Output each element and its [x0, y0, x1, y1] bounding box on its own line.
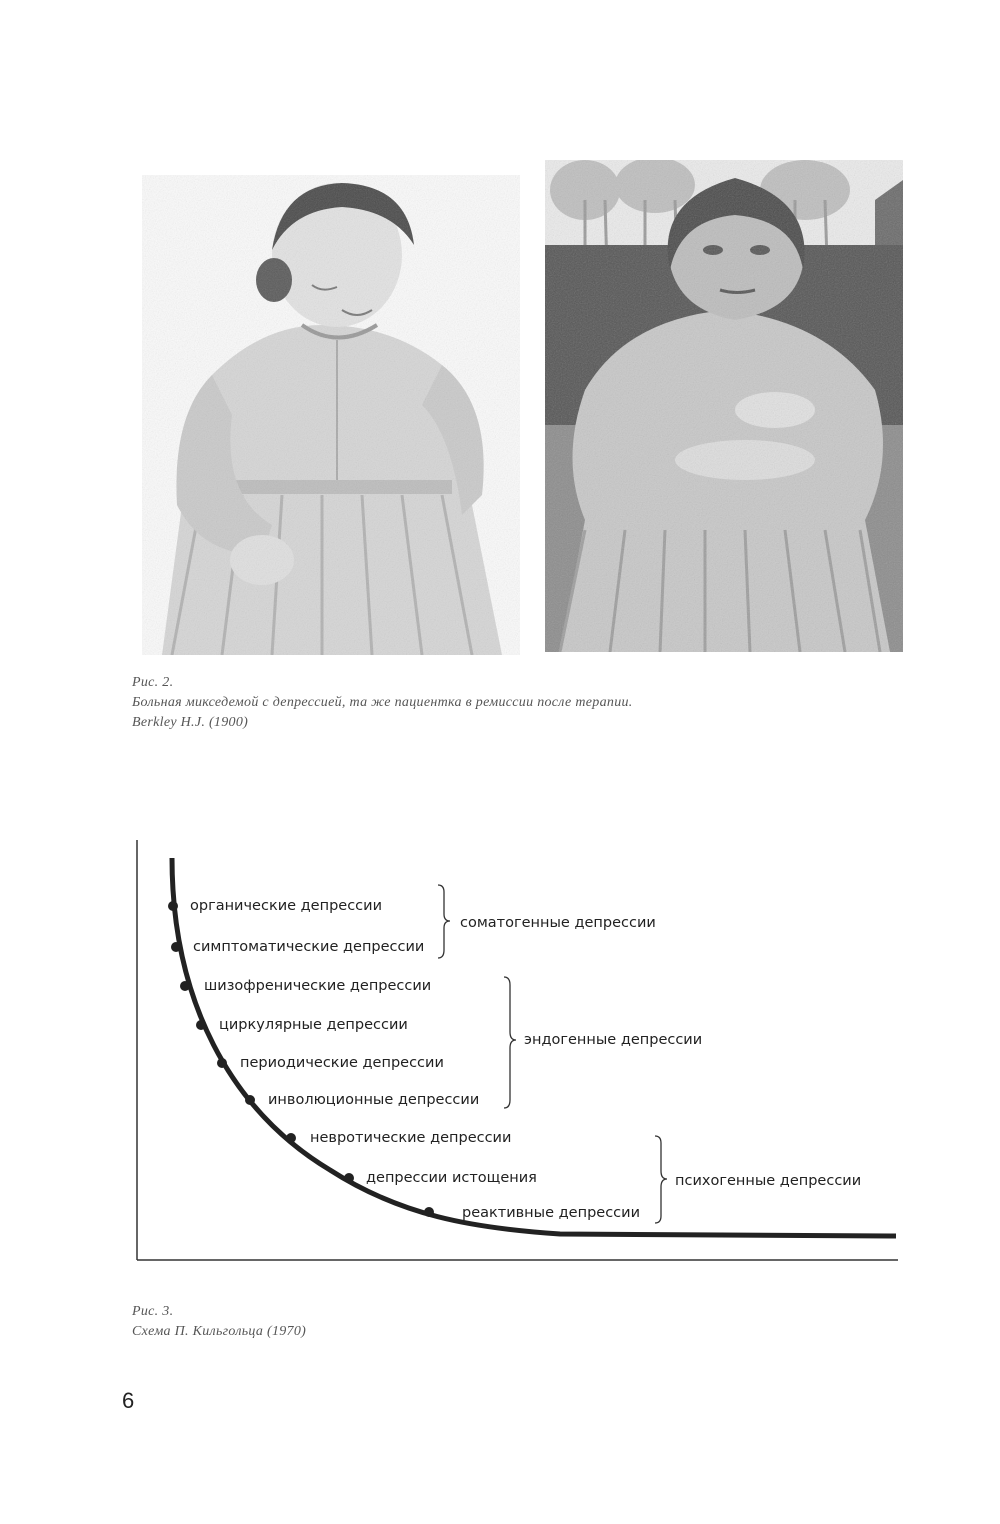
label-symptomatic: симптоматические депрессии — [193, 939, 425, 955]
figure-2-description: Больная микседемой с депрессией, та же пациентка в ремиссии после терапии. — [132, 695, 633, 710]
label-reactive: реактивные депрессии — [462, 1205, 640, 1221]
label-circular: циркулярные депрессии — [219, 1017, 408, 1033]
group-somatogenic: соматогенные депрессии — [460, 915, 656, 931]
label-exhaustion: депрессии истощения — [366, 1170, 537, 1186]
label-involutional: инволюционные депрессии — [268, 1092, 480, 1108]
curve-point — [245, 1095, 255, 1105]
kielholz-scheme-diagram — [0, 820, 1000, 1280]
photo-patient-remission — [545, 160, 903, 652]
label-neurotic: невротические депрессии — [310, 1130, 512, 1146]
curve-point — [344, 1173, 354, 1183]
group-endogenous: эндогенные депрессии — [524, 1032, 703, 1048]
figure-2-caption — [132, 673, 633, 733]
brace-endogenous — [504, 977, 516, 1108]
curve-point — [286, 1133, 296, 1143]
curve-point — [424, 1207, 434, 1217]
brace-somatogenic — [438, 885, 450, 958]
label-periodic: периодические депрессии — [240, 1055, 444, 1071]
figure-3-caption — [132, 1302, 306, 1342]
curve-point — [168, 901, 178, 911]
group-psychogenic: психогенные депрессии — [675, 1173, 862, 1189]
label-schizophrenic: шизофренические депрессии — [204, 978, 432, 994]
figure-2-label: Рис. 2. — [132, 675, 174, 690]
page-number: 6 — [122, 1388, 135, 1413]
curve-point — [196, 1020, 206, 1030]
brace-psychogenic — [655, 1136, 667, 1223]
label-organic: органические депрессии — [190, 898, 382, 914]
figure-2-source: Berkley H.J. (1900) — [132, 715, 249, 730]
photo-patient-before — [142, 175, 520, 655]
curve-point — [217, 1058, 227, 1068]
curve-point — [171, 942, 181, 952]
figure-3-description: Схема П. Кильгольца (1970) — [132, 1324, 307, 1339]
figure-3-label: Рис. 3. — [132, 1304, 174, 1319]
curve-point — [180, 981, 190, 991]
